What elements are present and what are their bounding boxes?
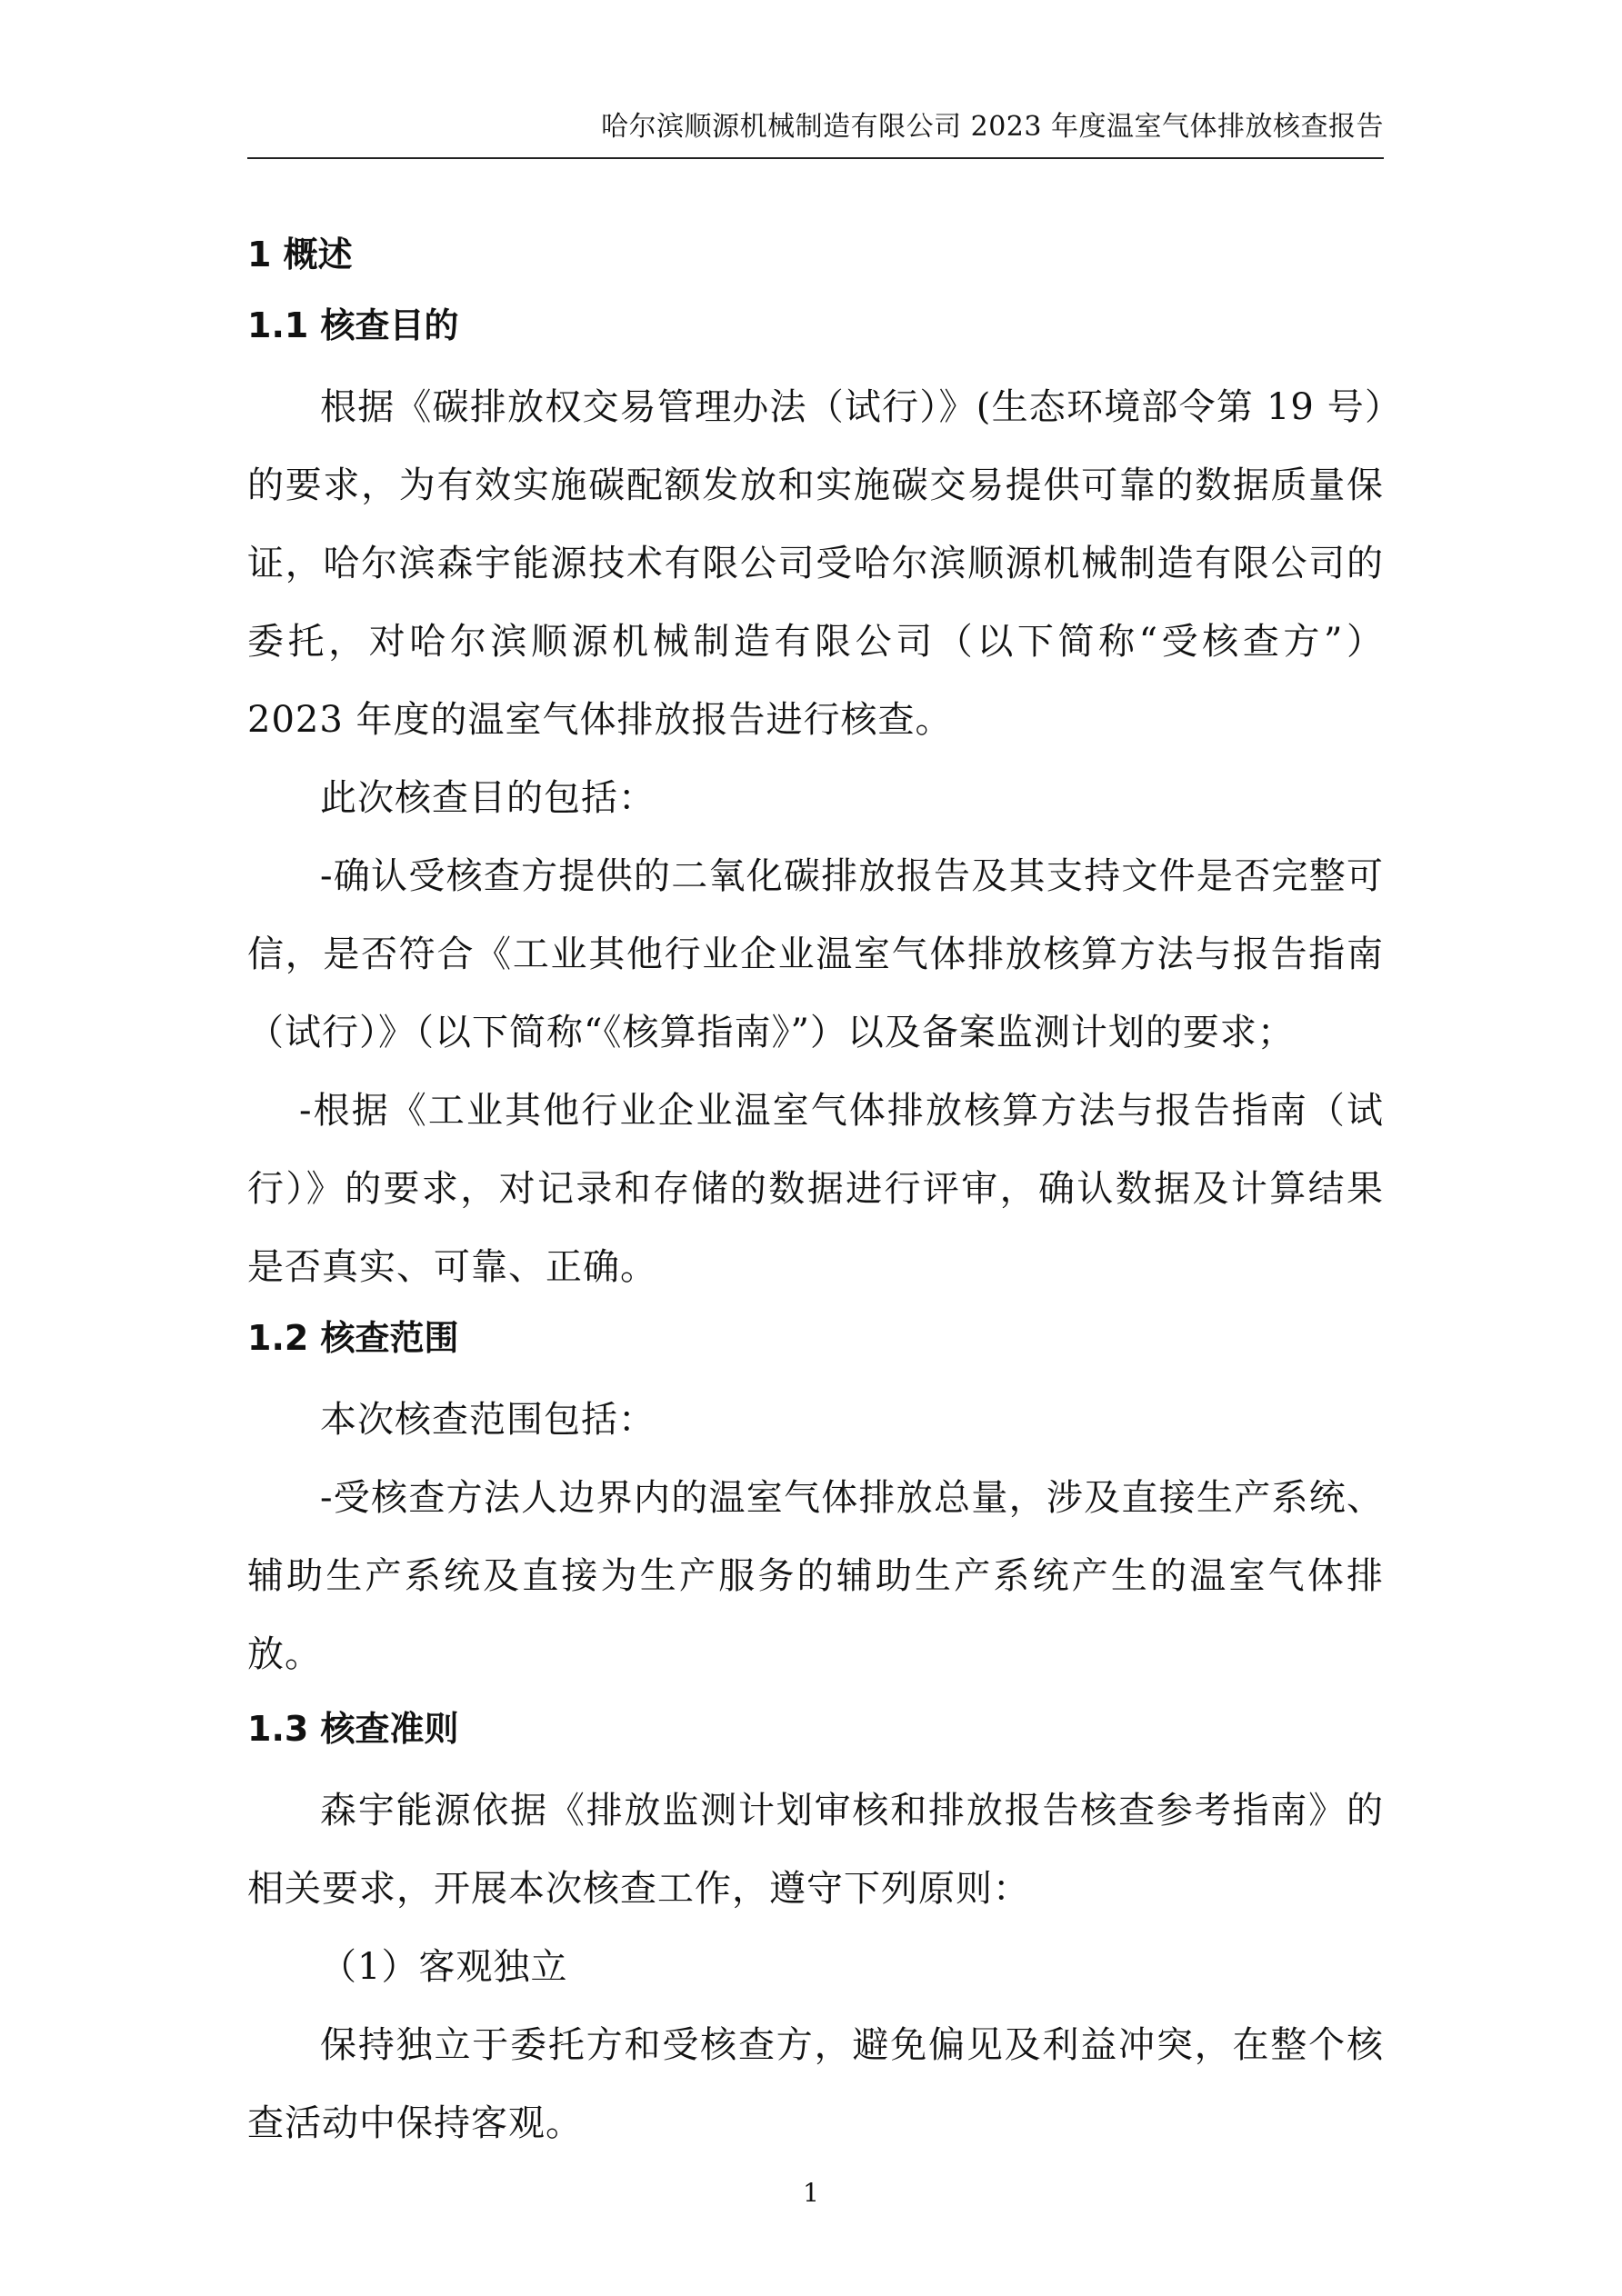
paragraph-purpose-intro: 根据《碳排放权交易管理办法（试行）》(生态环境部令第 19 号）的要求，为有效实施碳配额发放和实施碳交易提供可靠的数据质量保证，哈尔滨森宇能源技术有限公司受哈尔滨顺源机械制造有限公司的委托，对哈尔滨顺源机械制造有限公司（以下简称“受核查方”）2023 年度的温室气体排放报告进行核查。 bbox=[247, 386, 1384, 741]
paragraph-criteria-intro: 森宇能源依据《排放监测计划审核和排放报告核查参考指南》的相关要求，开展本次核查工作，遵守下列原则： bbox=[247, 1790, 1384, 1910]
page-number: 1 bbox=[803, 2178, 819, 2208]
paragraph-criteria-principle-1-detail: 保持独立于委托方和受核查方，避免偏见及利益冲突，在整个核查活动中保持客观。 bbox=[247, 2024, 1384, 2144]
document-body bbox=[247, 232, 1384, 2162]
paragraph-purpose-list-intro: 此次核查目的包括： bbox=[320, 777, 656, 819]
paragraph-criteria-principle-1: （1）客观独立 bbox=[320, 1946, 568, 1988]
section-heading-scope: 1.2 核查范围 bbox=[247, 1318, 459, 1358]
running-header: 哈尔滨顺源机械制造有限公司 2023 年度温室气体排放核查报告 bbox=[601, 111, 1384, 143]
header-divider bbox=[247, 157, 1384, 159]
section-heading-purpose: 1.1 核查目的 bbox=[247, 305, 459, 345]
section-heading-overview: 1 概述 bbox=[247, 235, 353, 275]
paragraph-purpose-item-2: -根据《工业其他行业企业温室气体排放核算方法与报告指南（试行）》的要求，对记录和存储的数据进行评审，确认数据及计算结果是否真实、可靠、正确。 bbox=[247, 1090, 1384, 1288]
paragraph-scope-intro: 本次核查范围包括： bbox=[320, 1399, 656, 1441]
section-heading-criteria: 1.3 核查准则 bbox=[247, 1709, 459, 1749]
paragraph-purpose-item-1: -确认受核查方提供的二氧化碳排放报告及其支持文件是否完整可信，是否符合《工业其他行业企业温室气体排放核算方法与报告指南（试行）》（以下简称“《核算指南》”）以及备案监测计划的要求； bbox=[247, 855, 1384, 1053]
paragraph-scope-item-1: -受核查方法人边界内的温室气体排放总量，涉及直接生产系统、辅助生产系统及直接为生产服务的辅助生产系统产生的温室气体排放。 bbox=[247, 1477, 1384, 1675]
